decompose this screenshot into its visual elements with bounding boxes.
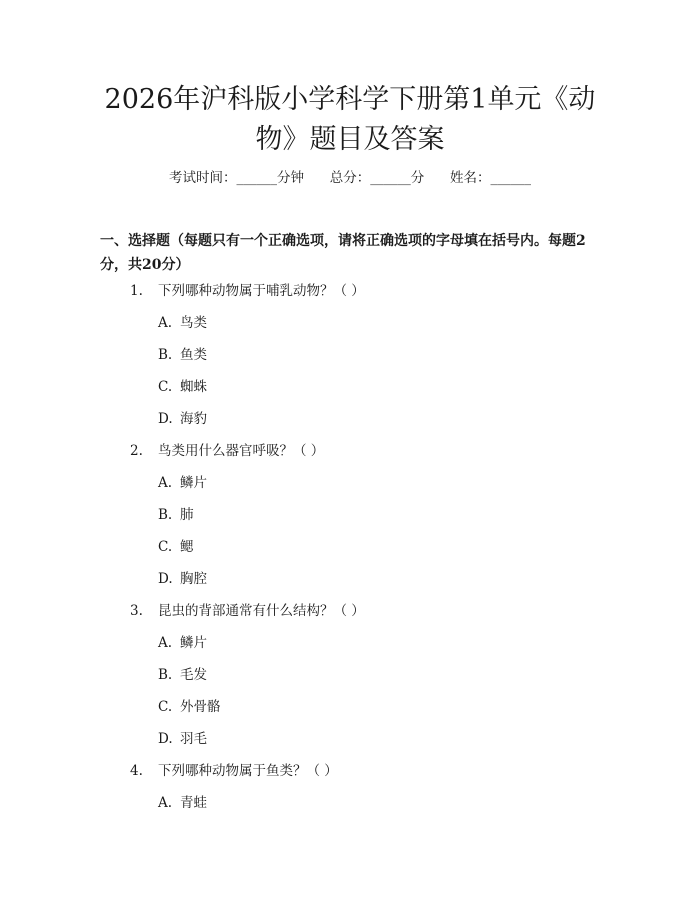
option: [158, 473, 207, 493]
option-letter: C.: [158, 699, 173, 715]
question-2: [130, 441, 324, 461]
option: [158, 569, 207, 589]
option-text: 鳞片: [180, 475, 207, 491]
option-text: 毛发: [180, 667, 207, 683]
option-letter: B.: [158, 507, 173, 523]
name-blank: ______: [490, 170, 531, 186]
option: [158, 729, 207, 749]
option-text: 外骨骼: [180, 699, 221, 715]
option-letter: D.: [158, 411, 173, 427]
option-letter: C.: [158, 539, 173, 555]
option-letter: B.: [158, 667, 173, 683]
question-4: [130, 761, 338, 781]
option: [158, 793, 207, 813]
option-letter: B.: [158, 347, 173, 363]
option-text: 鳃: [180, 539, 194, 555]
option-text: 青蛙: [180, 795, 207, 811]
option: [158, 665, 207, 685]
option-text: 鱼类: [180, 347, 207, 363]
question-number: 4.: [130, 763, 143, 779]
option: [158, 697, 221, 717]
question-number: 3.: [130, 603, 143, 619]
exam-info-line: [0, 168, 700, 188]
option: [158, 377, 207, 397]
option-letter: D.: [158, 571, 173, 587]
option-letter: A.: [158, 795, 173, 811]
option-text: 海豹: [180, 411, 207, 427]
exam-time-blank: ______: [236, 170, 277, 186]
total-score-blank: ______: [370, 170, 411, 186]
page-title: 2026年沪科版小学科学下册第1单元《动物》题目及答案: [104, 84, 596, 155]
option-text: 蜘蛛: [180, 379, 207, 395]
option: [158, 345, 207, 365]
option: [158, 409, 207, 429]
question-3: [130, 601, 365, 621]
option: [158, 505, 194, 525]
question-text: 下列哪种动物属于鱼类？（ ）: [158, 763, 338, 779]
question-text: 昆虫的背部通常有什么结构？（ ）: [158, 603, 365, 619]
question-text: 下列哪种动物属于哺乳动物？（ ）: [158, 283, 365, 299]
option-text: 鸟类: [180, 315, 207, 331]
total-score-unit: 分: [410, 170, 425, 186]
option: [158, 633, 207, 653]
option-text: 鳞片: [180, 635, 207, 651]
total-score-label: 总分：: [329, 170, 371, 186]
option-letter: A.: [158, 635, 173, 651]
option-letter: A.: [158, 475, 173, 491]
question-number: 1.: [130, 283, 143, 299]
option-text: 羽毛: [180, 731, 207, 747]
option-letter: A.: [158, 315, 173, 331]
option-letter: C.: [158, 379, 173, 395]
question-number: 2.: [130, 443, 143, 459]
question-1: [130, 281, 365, 301]
option-text: 肺: [180, 507, 194, 523]
exam-time-label: 考试时间：: [169, 170, 237, 186]
exam-time-unit: 分钟: [277, 170, 304, 186]
option-letter: D.: [158, 731, 173, 747]
option: [158, 313, 207, 333]
name-label: 姓名：: [450, 170, 491, 186]
section-heading: 一、选择题（每题只有一个正确选项，请将正确选项的字母填在括号内。每题2分，共20分）: [100, 233, 586, 273]
option: [158, 537, 194, 557]
option-text: 胸腔: [180, 571, 207, 587]
question-text: 鸟类用什么器官呼吸？（ ）: [158, 443, 325, 459]
